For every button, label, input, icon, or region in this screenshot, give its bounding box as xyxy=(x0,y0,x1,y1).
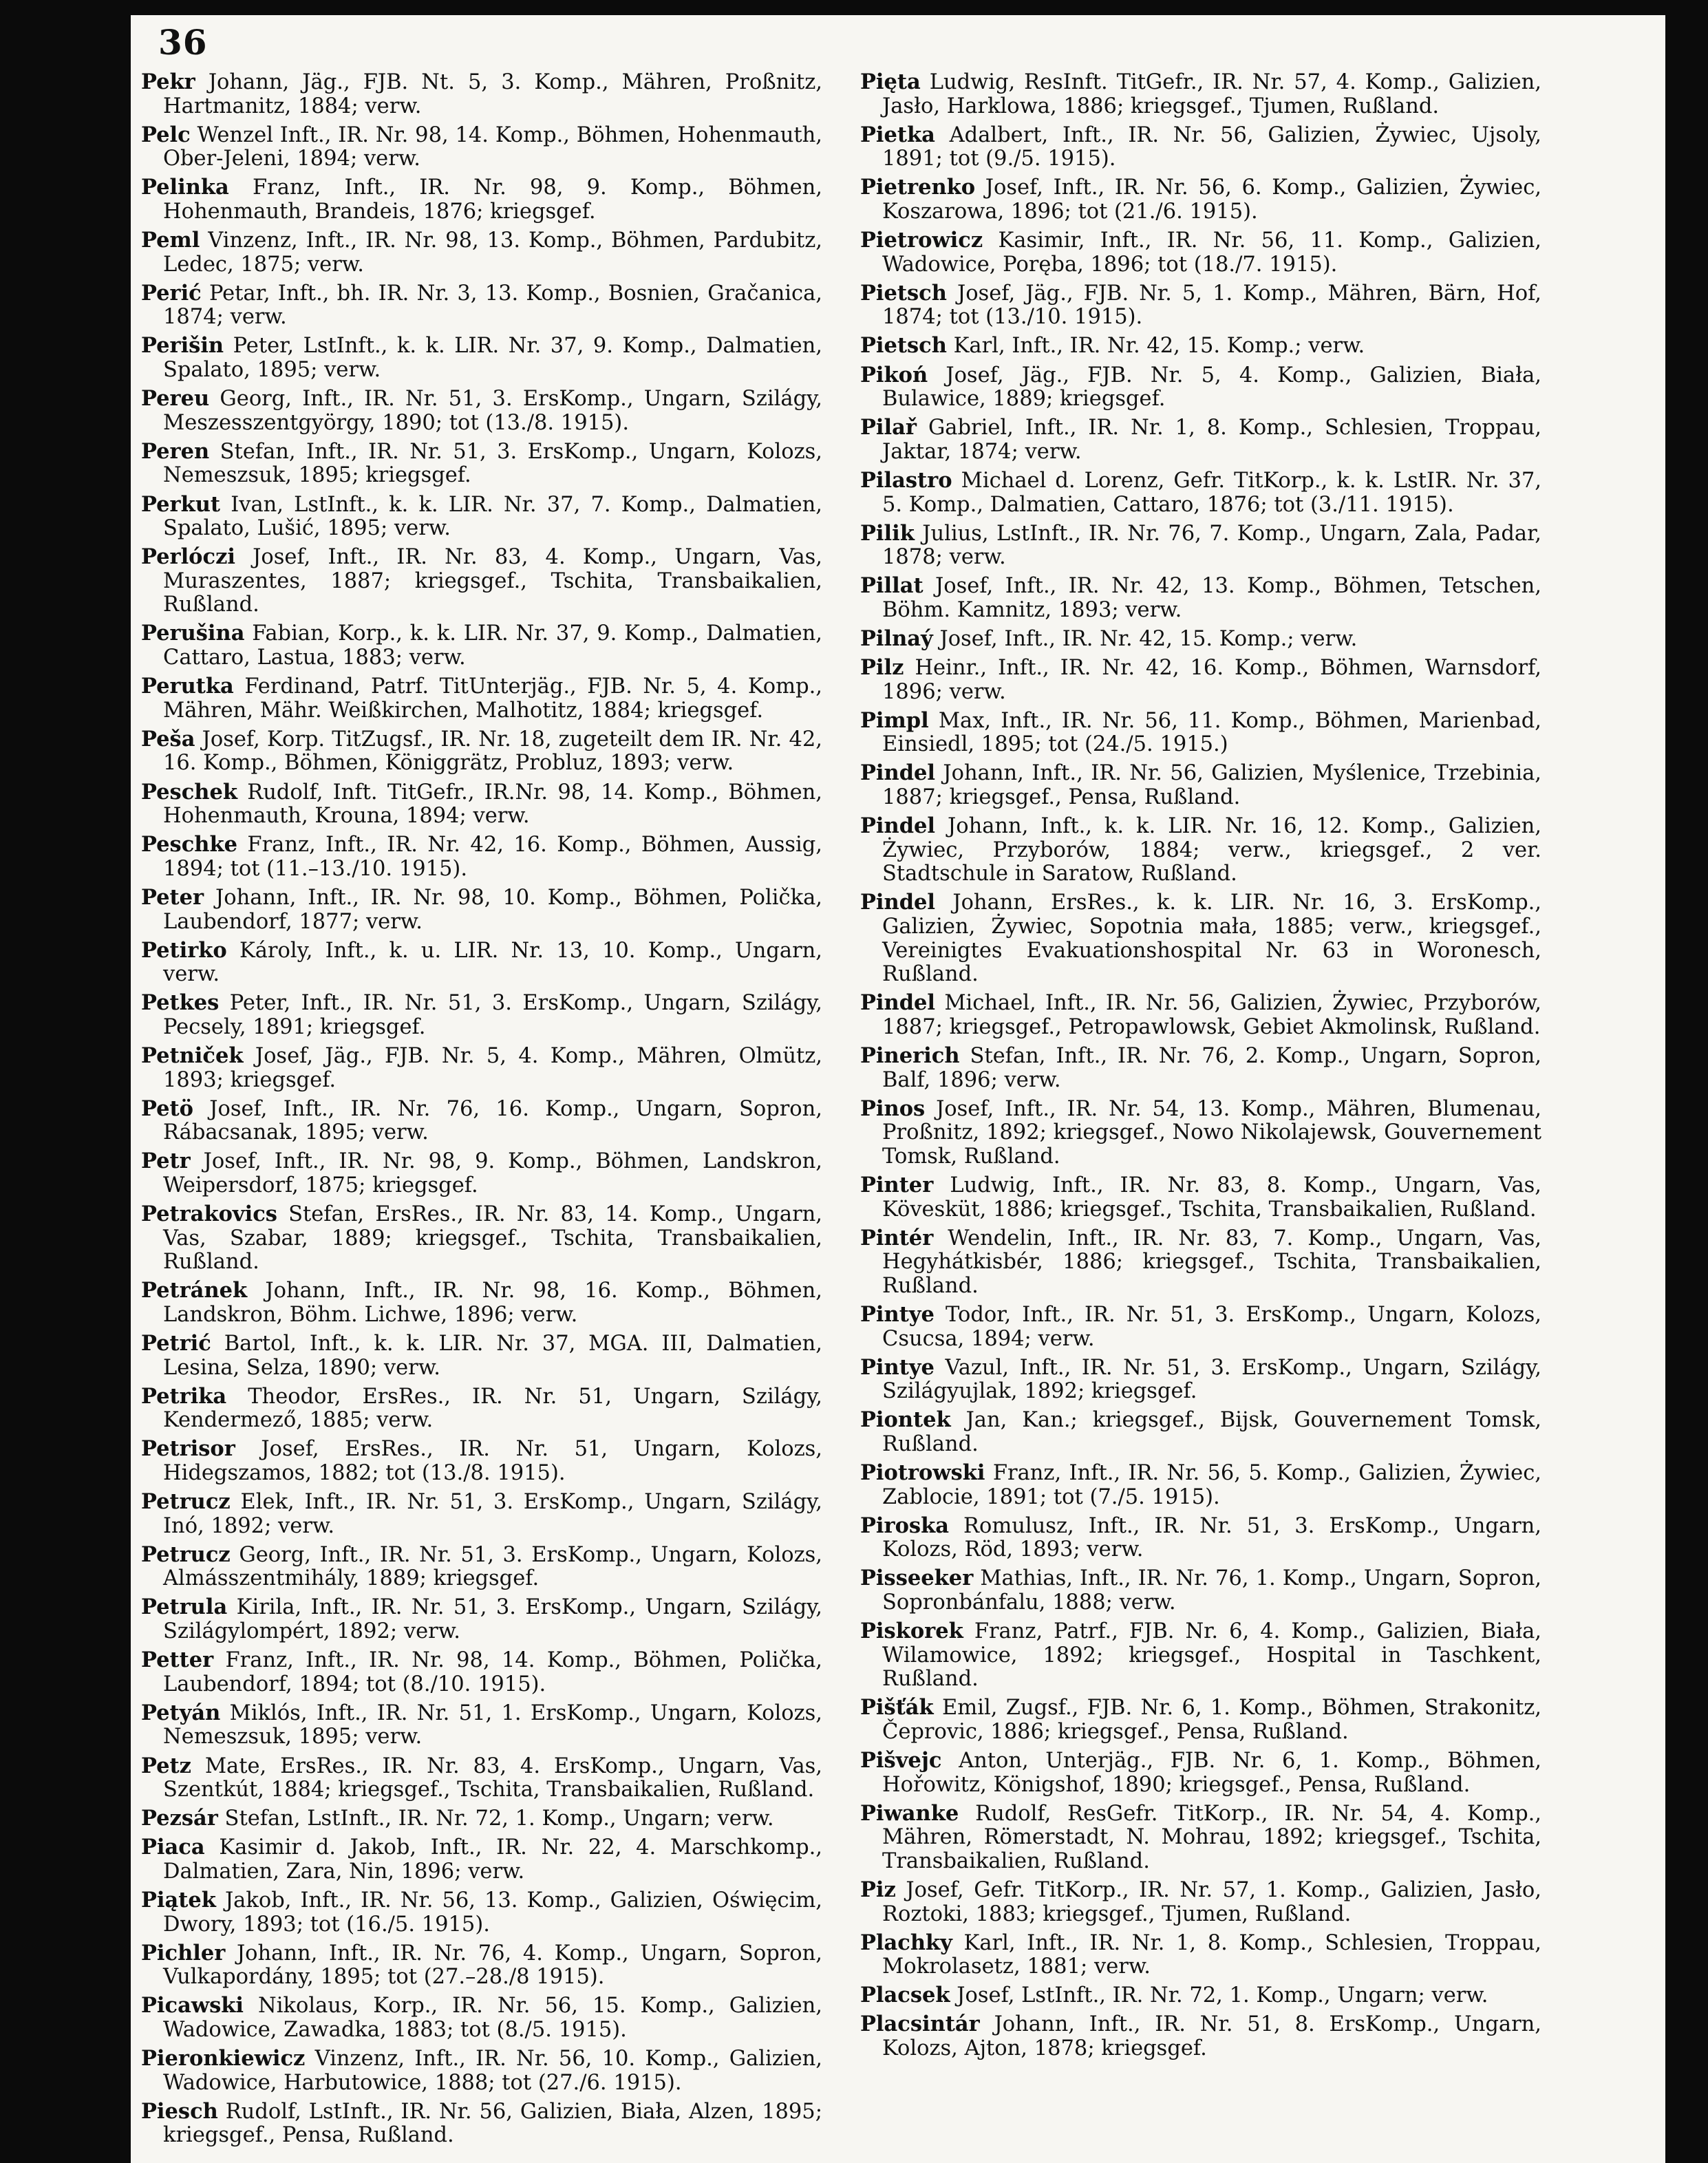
entry-surname: Petrucz xyxy=(141,1542,231,1567)
entry-details: Josef, Jäg., FJB. Nr. 5, 1. Komp., Mähren, Bärn, Hof, 1874; tot (13./10. 1915). xyxy=(882,281,1542,330)
list-item xyxy=(141,991,822,1039)
entry-details: Johann, Jäg., FJB. Nt. 5, 3. Komp., Mähren, Proßnitz, Hartmanitz, 1884; verw. xyxy=(163,70,822,118)
entry-details: Johann, ErsRes., k. k. LIR. Nr. 16, 3. ErsKomp., Galizien, Żywiec, Sopotnia mała, 1885; verw., kriegsgef., Vereinigtes Evakuationshospital Nr. 63 in Woronesch, Rußland. xyxy=(882,891,1541,987)
entry-surname: Petrucz xyxy=(141,1489,231,1515)
list-item xyxy=(141,281,822,330)
entry-surname: Pilař xyxy=(860,415,917,440)
entry-details: Ludwig, Inft., IR. Nr. 83, 8. Komp., Ungarn, Vas, Kövesküt, 1886; kriegsgef., Tschita, Transbaikalien, Rußland. xyxy=(882,1173,1541,1222)
entry-surname: Peml xyxy=(141,228,200,253)
list-item xyxy=(141,2100,822,2148)
entry-surname: Pilz xyxy=(860,655,904,681)
list-item xyxy=(860,991,1541,1039)
list-item xyxy=(860,1044,1541,1092)
entry-details: Vinzenz, Inft., IR. Nr. 56, 10. Komp., Galizien, Wadowice, Harbutowice, 1888; tot (27./6. 1915). xyxy=(163,2047,822,2095)
entry-details: Rudolf, ResGefr. TitKorp., IR. Nr. 54, 4. Komp., Mähren, Römerstadt, N. Mohrau, 1892; kriegsgef., Tschita, Transbaikalien, Rußland. xyxy=(882,1801,1541,1873)
entry-surname: Pindel xyxy=(860,760,936,786)
entry-details: Vinzenz, Inft., IR. Nr. 98, 13. Komp., Böhmen, Pardubitz, Ledec, 1875; verw. xyxy=(163,228,822,277)
entry-details: Kirila, Inft., IR. Nr. 51, 3. ErsKomp., Ungarn, Szilágy, Szilágylompért, 1892; verw. xyxy=(163,1595,822,1644)
entry-surname: Piwanke xyxy=(860,1800,959,1826)
entry-details: Mathias, Inft., IR. Nr. 76, 1. Komp., Ungarn, Sopron, Sopronbánfalu, 1888; verw. xyxy=(882,1566,1541,1615)
entry-details: Jakob, Inft., IR. Nr. 56, 13. Komp., Galizien, Oświęcim, Dwory, 1893; tot (16./5. 1915). xyxy=(163,1888,822,1937)
entry-details: Josef, Korp. TitZugsf., IR. Nr. 18, zugeteilt dem IR. Nr. 42, 16. Komp., Böhmen, Königgrätz, Probluz, 1893; verw. xyxy=(163,727,822,776)
entry-surname: Petrula xyxy=(141,1595,228,1620)
entry-details: Ivan, LstInft., k. k. LIR. Nr. 37, 7. Komp., Dalmatien, Spalato, Lušić, 1895; verw. xyxy=(163,492,822,541)
entry-surname: Petkes xyxy=(141,990,220,1016)
list-item xyxy=(141,70,822,118)
entry-details: Adalbert, Inft., IR. Nr. 56, Galizien, Żywiec, Ujsoly, 1891; tot (9./5. 1915). xyxy=(882,122,1541,171)
list-item xyxy=(860,656,1541,704)
entry-details: Wenzel Inft., IR. Nr. 98, 14. Komp., Böhmen, Hohenmauth, Ober-Jeleni, 1894; verw. xyxy=(163,122,822,171)
entry-surname: Piątek xyxy=(141,1887,216,1912)
list-item xyxy=(141,175,822,224)
entry-details: Emil, Zugsf., FJB. Nr. 6, 1. Komp., Böhmen, Strakonitz, Čeprovic, 1886; kriegsgef., Pensa, Rußland. xyxy=(882,1696,1541,1744)
list-item xyxy=(860,891,1541,986)
left-column xyxy=(141,70,822,2152)
entry-details: Károly, Inft., k. u. LIR. Nr. 13, 10. Komp., Ungarn, verw. xyxy=(163,938,822,987)
list-item xyxy=(141,1332,822,1380)
entry-surname: Pisseeker xyxy=(860,1566,974,1591)
entry-surname: Petyán xyxy=(141,1700,221,1725)
entry-surname: Pekr xyxy=(141,70,195,94)
entry-surname: Pietka xyxy=(860,122,935,147)
entry-surname: Pelc xyxy=(141,122,191,147)
entry-surname: Pišvejc xyxy=(860,1748,942,1773)
entry-details: Ludwig, ResInft. TitGefr., IR. Nr. 57, 4. Komp., Galizien, Jasło, Harklowa, 1886; kriegsgef., Tjumen, Rußland. xyxy=(882,70,1541,118)
list-item xyxy=(860,1173,1541,1222)
entry-details: Johann, Inft., IR. Nr. 98, 10. Komp., Böhmen, Polička, Laubendorf, 1877; verw. xyxy=(163,885,822,934)
entry-surname: Pietrenko xyxy=(860,175,976,200)
list-item xyxy=(141,1941,822,1990)
list-item xyxy=(860,1461,1541,1509)
list-item xyxy=(141,1202,822,1275)
entry-details: Johann, Inft., IR. Nr. 51, 8. ErsKomp., Ungarn, Kolozs, Ajton, 1878; kriegsgef. xyxy=(882,2012,1541,2061)
entry-details: Franz, Inft., IR. Nr. 98, 9. Komp., Böhmen, Hohenmauth, Brandeis, 1876; kriegsgef. xyxy=(163,175,822,224)
entry-surname: Petniček xyxy=(141,1043,244,1068)
entry-surname: Petr xyxy=(141,1149,191,1174)
entry-details: Todor, Inft., IR. Nr. 51, 3. ErsKomp., Ungarn, Kolozs, Csucsa, 1894; verw. xyxy=(882,1302,1541,1351)
list-item xyxy=(860,416,1541,464)
entry-details: Ferdinand, Patrf. TitUnterjäg., FJB. Nr. 5, 4. Komp., Mähren, Mähr. Weißkirchen, Malhotitz, 1884; kriegsgef. xyxy=(163,674,822,723)
entry-details: Jan, Kan.; kriegsgef., Bijsk, Gouvernement Tomsk, Rußland. xyxy=(882,1408,1541,1456)
entry-surname: Placsek xyxy=(860,1983,950,2008)
entry-surname: Pikoń xyxy=(860,362,928,387)
entry-surname: Peter xyxy=(141,884,204,910)
entry-surname: Petránek xyxy=(141,1278,248,1303)
list-item xyxy=(141,1279,822,1327)
list-item xyxy=(860,1878,1541,1926)
entry-details: Rudolf, LstInft., IR. Nr. 56, Galizien, Biała, Alzen, 1895; kriegsgef., Pensa, Rußland. xyxy=(163,2099,822,2148)
list-item xyxy=(860,1931,1541,1979)
list-item xyxy=(141,886,822,934)
entry-details: Josef, Inft., IR. Nr. 42, 13. Komp., Böhmen, Tetschen, Böhm. Kamnitz, 1893; verw. xyxy=(882,574,1541,622)
entry-surname: Piesch xyxy=(141,2098,218,2124)
entry-surname: Plachky xyxy=(860,1930,952,1955)
entry-surname: Petrika xyxy=(141,1383,227,1409)
entry-surname: Pindel xyxy=(860,990,936,1016)
entry-details: Karl, Inft., IR. Nr. 1, 8. Komp., Schlesien, Troppau, Mokrolasetz, 1881; verw. xyxy=(882,1930,1541,1979)
entry-surname: Pimpl xyxy=(860,707,929,733)
list-item xyxy=(141,493,822,541)
entry-details: Johann, Inft., IR. Nr. 98, 16. Komp., Böhmen, Landskron, Böhm. Lichwe, 1896; verw. xyxy=(163,1279,822,1327)
entry-details: Stefan, ErsRes., IR. Nr. 83, 14. Komp., Ungarn, Vas, Szabar, 1889; kriegsgef., Tschita, Transbaikalien, Rußland. xyxy=(163,1202,822,1275)
entry-details: Vazul, Inft., IR. Nr. 51, 3. ErsKomp., Ungarn, Szilágy, Szilágyujlak, 1892; kriegsgef. xyxy=(882,1355,1542,1404)
list-item xyxy=(860,1983,1541,2008)
entry-surname: Piz xyxy=(860,1877,896,1902)
list-item xyxy=(860,814,1541,886)
entry-details: Nikolaus, Korp., IR. Nr. 56, 15. Komp., Galizien, Wadowice, Zawadka, 1883; tot (8./5. 1915). xyxy=(163,1994,822,2042)
list-item xyxy=(141,833,822,881)
list-item xyxy=(141,545,822,617)
entry-details: Josef, Jäg., FJB. Nr. 5, 4. Komp., Galizien, Biała, Bulawice, 1889; kriegsgef. xyxy=(882,363,1542,412)
list-item xyxy=(860,2012,1541,2060)
entry-surname: Pillat xyxy=(860,573,924,599)
entry-surname: Pięta xyxy=(860,70,921,94)
list-item xyxy=(141,1385,822,1433)
entry-surname: Pinos xyxy=(860,1096,926,1121)
list-item xyxy=(860,469,1541,517)
list-item xyxy=(860,1303,1541,1351)
list-item xyxy=(141,1097,822,1145)
entry-surname: Pinter xyxy=(860,1172,934,1197)
entry-details: Julius, LstInft., IR. Nr. 76, 7. Komp., Ungarn, Zala, Padar, 1878; verw. xyxy=(882,521,1541,570)
entry-details: Johann, Inft., IR. Nr. 56, Galizien, Myślenice, Trzebinia, 1887; kriegsgef., Pensa, Rußland. xyxy=(882,761,1541,810)
list-item xyxy=(860,522,1541,570)
entry-details: Josef, Inft., IR. Nr. 56, 6. Komp., Galizien, Żywiec, Koszarowa, 1896; tot (21./6. 1915). xyxy=(882,175,1541,224)
entry-details: Kasimir d. Jakob, Inft., IR. Nr. 22, 4. Marschkomp., Dalmatien, Zara, Nin, 1896; verw. xyxy=(163,1835,822,1884)
list-item xyxy=(141,1835,822,1884)
entry-details: Petar, Inft., bh. IR. Nr. 3, 13. Komp., Bosnien, Gračanica, 1874; verw. xyxy=(163,281,822,330)
entry-details: Elek, Inft., IR. Nr. 51, 3. ErsKomp., Ungarn, Szilágy, Inó, 1892; verw. xyxy=(163,1490,822,1538)
list-item xyxy=(860,334,1541,359)
entry-surname: Petirko xyxy=(141,937,227,963)
list-item xyxy=(860,574,1541,622)
entry-details: Stefan, Inft., IR. Nr. 51, 3. ErsKomp., Ungarn, Kolozs, Nemeszsuk, 1895; kriegsgef. xyxy=(163,439,822,488)
entry-details: Karl, Inft., IR. Nr. 42, 15. Komp.; verw. xyxy=(953,334,1365,359)
list-item xyxy=(141,1701,822,1749)
list-item xyxy=(141,1807,822,1831)
list-item xyxy=(860,1356,1541,1404)
list-item xyxy=(860,627,1541,652)
page-number: 36 xyxy=(158,22,208,63)
list-item xyxy=(141,1754,822,1802)
list-item xyxy=(860,281,1541,330)
entry-surname: Piaca xyxy=(141,1835,205,1860)
entry-details: Max, Inft., IR. Nr. 56, 11. Komp., Böhmen, Marienbad, Einsiedl, 1895; tot (24./5. 1915.) xyxy=(882,708,1541,757)
entry-details: Josef, Inft., IR. Nr. 76, 16. Komp., Ungarn, Sopron, Rábacsanak, 1895; verw. xyxy=(163,1096,823,1145)
list-item xyxy=(141,1595,822,1643)
list-item xyxy=(141,123,822,171)
list-item xyxy=(141,1044,822,1092)
entry-details: Peter, LstInft., k. k. LIR. Nr. 37, 9. Komp., Dalmatien, Spalato, 1895; verw. xyxy=(163,334,822,383)
entry-details: Franz, Inft., IR. Nr. 56, 5. Komp., Galizien, Żywiec, Zablocie, 1891; tot (7./5. 1915). xyxy=(882,1460,1541,1509)
entry-surname: Petö xyxy=(141,1096,193,1121)
entry-details: Gabriel, Inft., IR. Nr. 1, 8. Komp., Schlesien, Troppau, Jaktar, 1874; verw. xyxy=(882,416,1541,464)
entry-surname: Piotrowski xyxy=(860,1460,985,1485)
entry-surname: Placsintár xyxy=(860,2012,980,2037)
scan-border-top xyxy=(0,0,1708,15)
entry-details: Romulusz, Inft., IR. Nr. 51, 3. ErsKomp., Ungarn, Kolozs, Röd, 1893; verw. xyxy=(882,1513,1541,1562)
entry-details: Georg, Inft., IR. Nr. 51, 3. ErsKomp., Ungarn, Kolozs, Almásszentmihály, 1889; kriegsgef. xyxy=(163,1542,822,1591)
list-item xyxy=(860,70,1541,118)
entry-details: Rudolf, Inft. TitGefr., IR.Nr. 98, 14. Komp., Böhmen, Hohenmauth, Krouna, 1894; verw. xyxy=(163,780,823,829)
entry-details: Franz, Inft., IR. Nr. 98, 14. Komp., Böhmen, Polička, Laubendorf, 1894; tot (8./10. 1915). xyxy=(163,1648,822,1696)
list-item xyxy=(141,780,822,829)
list-item xyxy=(141,334,822,382)
list-item xyxy=(860,1696,1541,1744)
entry-details: Georg, Inft., IR. Nr. 51, 3. ErsKomp., Ungarn, Szilágy, Meszesszentgyörgy, 1890; tot (13./8. 1915). xyxy=(163,387,822,435)
entry-surname: Petrić xyxy=(141,1331,211,1356)
list-item xyxy=(141,674,822,723)
entry-details: Michael d. Lorenz, Gefr. TitKorp., k. k. LstIR. Nr. 37, 5. Komp., Dalmatien, Cattaro, 1876; tot (3./11. 1915). xyxy=(882,468,1541,517)
entry-details: Johann, Inft., k. k. LIR. Nr. 16, 12. Komp., Galizien, Żywiec, Przyborów, 1884; verw., kriegsgef., 2 ver. Stadtschule in Saratow, Rußland. xyxy=(882,814,1541,886)
entry-details: Stefan, LstInft., IR. Nr. 72, 1. Komp., Ungarn; verw. xyxy=(224,1807,774,1831)
entry-surname: Peren xyxy=(141,438,210,464)
entry-surname: Pindel xyxy=(860,813,936,839)
entry-surname: Pilik xyxy=(860,520,915,546)
entry-details: Fabian, Korp., k. k. LIR. Nr. 37, 9. Komp., Dalmatien, Cattaro, Lastua, 1883; verw. xyxy=(163,621,823,670)
scan-border-left xyxy=(0,0,131,2163)
list-item xyxy=(860,363,1541,412)
entry-details: Josef, Gefr. TitKorp., IR. Nr. 57, 1. Komp., Galizien, Jasło, Roztoki, 1883; kriegsgef., Tjumen, Rußland. xyxy=(882,1877,1541,1926)
entry-surname: Pietrowicz xyxy=(860,228,983,253)
list-item xyxy=(860,761,1541,809)
entry-details: Josef, Jäg., FJB. Nr. 5, 4. Komp., Mähren, Olmütz, 1893; kriegsgef. xyxy=(163,1043,822,1092)
entry-surname: Petrisor xyxy=(141,1436,235,1462)
entry-details: Wendelin, Inft., IR. Nr. 83, 7. Komp., Ungarn, Vas, Hegyhátkisbér, 1886; kriegsgef., Tschita, Transbaikalien, Rußland. xyxy=(882,1226,1542,1298)
entry-surname: Perišin xyxy=(141,333,224,359)
list-item xyxy=(860,1802,1541,1874)
entry-surname: Peschke xyxy=(141,832,237,857)
entry-surname: Pindel xyxy=(860,890,936,915)
entry-details: Johann, Inft., IR. Nr. 76, 4. Komp., Ungarn, Sopron, Vulkapordány, 1895; tot (27.–28./8 1915). xyxy=(163,1941,822,1990)
entry-surname: Peša xyxy=(141,726,195,752)
list-item xyxy=(860,228,1541,277)
entry-details: Franz, Patrf., FJB. Nr. 6, 4. Komp., Galizien, Biała, Wilamowice, 1892; kriegsgef., Hospital in Taschkent, Rußland. xyxy=(882,1619,1541,1692)
entry-surname: Pezsár xyxy=(141,1806,218,1831)
entry-surname: Pilnaý xyxy=(860,626,933,651)
list-item xyxy=(141,228,822,277)
list-item xyxy=(141,621,822,670)
entry-details: Bartol, Inft., k. k. LIR. Nr. 37, MGA. III, Dalmatien, Lesina, Selza, 1890; verw. xyxy=(163,1332,822,1380)
entry-surname: Perić xyxy=(141,280,202,306)
list-item xyxy=(141,2047,822,2095)
entry-details: Anton, Unterjäg., FJB. Nr. 6, 1. Komp., Böhmen, Hořowitz, Königshof, 1890; kriegsgef., Pensa, Rußland. xyxy=(882,1749,1541,1797)
list-item xyxy=(141,939,822,987)
entry-details: Stefan, Inft., IR. Nr. 76, 2. Komp., Ungarn, Sopron, Balf, 1896; verw. xyxy=(882,1043,1541,1092)
list-item xyxy=(141,1648,822,1696)
entry-details: Mate, ErsRes., IR. Nr. 83, 4. ErsKomp., Ungarn, Vas, Szentkút, 1884; kriegsgef., Tschita, Transbaikalien, Rußland. xyxy=(163,1754,822,1802)
list-item xyxy=(141,440,822,488)
entry-surname: Piroska xyxy=(860,1513,949,1538)
entry-surname: Pintye xyxy=(860,1354,935,1380)
entry-details: Kasimir, Inft., IR. Nr. 56, 11. Komp., Galizien, Wadowice, Poręba, 1896; tot (18./7. 1915). xyxy=(882,228,1541,277)
scan-border-right xyxy=(1665,0,1708,2163)
entry-details: Michael, Inft., IR. Nr. 56, Galizien, Żywiec, Przyborów, 1887; kriegsgef., Petropawlowsk, Gebiet Akmolinsk, Rußland. xyxy=(882,991,1541,1039)
list-item xyxy=(860,175,1541,224)
entry-surname: Piskorek xyxy=(860,1619,963,1644)
list-item xyxy=(141,727,822,776)
entry-surname: Pichler xyxy=(141,1940,226,1965)
entry-details: Josef, Inft., IR. Nr. 98, 9. Komp., Böhmen, Landskron, Weipersdorf, 1875; kriegsgef. xyxy=(163,1149,822,1197)
list-item xyxy=(141,387,822,435)
list-item xyxy=(860,1566,1541,1615)
entry-surname: Perlóczi xyxy=(141,544,235,570)
entry-surname: Petter xyxy=(141,1648,214,1673)
entry-surname: Pieronkiewicz xyxy=(141,2046,306,2071)
list-item xyxy=(141,1994,822,2042)
list-item xyxy=(141,1888,822,1937)
entry-surname: Perkut xyxy=(141,491,220,517)
list-item xyxy=(141,1490,822,1538)
entry-details: Theodor, ErsRes., IR. Nr. 51, Ungarn, Szilágy, Kendermező, 1885; verw. xyxy=(163,1384,822,1433)
list-item xyxy=(141,1543,822,1591)
entry-surname: Piontek xyxy=(860,1407,951,1433)
list-item xyxy=(141,1149,822,1197)
entry-details: Josef, Inft., IR. Nr. 42, 15. Komp.; verw. xyxy=(939,626,1358,651)
entry-surname: Pintye xyxy=(860,1301,935,1327)
document-page xyxy=(131,15,1665,2163)
entry-details: Josef, Inft., IR. Nr. 54, 13. Komp., Mähren, Blumenau, Proßnitz, 1892; kriegsgef., Nowo Nikolajewsk, Gouvernement Tomsk, Rußland. xyxy=(882,1096,1542,1169)
entry-surname: Pilastro xyxy=(860,467,952,493)
entry-details: Franz, Inft., IR. Nr. 42, 16. Komp., Böhmen, Aussig, 1894; tot (11.–13./10. 1915). xyxy=(163,833,822,881)
entry-surname: Picawski xyxy=(141,1993,244,2018)
list-item xyxy=(860,709,1541,757)
list-item xyxy=(860,1749,1541,1797)
entry-details: Josef, Inft., IR. Nr. 83, 4. Komp., Ungarn, Vas, Muraszentes, 1887; kriegsgef., Tschita, Transbaikalien, Rußland. xyxy=(163,545,822,617)
entry-surname: Pereu xyxy=(141,386,210,412)
entry-surname: Perušina xyxy=(141,621,245,646)
entry-surname: Pintér xyxy=(860,1225,934,1250)
list-item xyxy=(860,1514,1541,1562)
entry-surname: Petz xyxy=(141,1753,191,1778)
entry-details: Heinr., Inft., IR. Nr. 42, 16. Komp., Böhmen, Warnsdorf, 1896; verw. xyxy=(882,656,1541,704)
entry-surname: Petrakovics xyxy=(141,1202,277,1227)
entry-surname: Pelinka xyxy=(141,175,229,200)
right-column xyxy=(860,70,1541,2065)
entry-surname: Peschek xyxy=(141,779,237,805)
entry-details: Josef, LstInft., IR. Nr. 72, 1. Komp., Ungarn; verw. xyxy=(957,1983,1488,2008)
list-item xyxy=(141,1437,822,1485)
list-item xyxy=(860,1619,1541,1692)
list-item xyxy=(860,123,1541,171)
entry-surname: Perutka xyxy=(141,674,234,699)
entry-details: Peter, Inft., IR. Nr. 51, 3. ErsKomp., Ungarn, Szilágy, Pecsely, 1891; kriegsgef. xyxy=(163,991,822,1039)
entry-surname: Pietsch xyxy=(860,333,947,359)
entry-details: Miklós, Inft., IR. Nr. 51, 1. ErsKomp., Ungarn, Kolozs, Nemeszsuk, 1895; verw. xyxy=(163,1701,822,1749)
list-item xyxy=(860,1408,1541,1456)
list-item xyxy=(860,1097,1541,1169)
list-item xyxy=(860,1226,1541,1299)
entry-surname: Pišťák xyxy=(860,1695,934,1720)
entry-details: Josef, ErsRes., IR. Nr. 51, Ungarn, Kolozs, Hidegszamos, 1882; tot (13./8. 1915). xyxy=(163,1437,823,1485)
entry-surname: Pietsch xyxy=(860,280,947,306)
entry-surname: Pinerich xyxy=(860,1043,960,1068)
